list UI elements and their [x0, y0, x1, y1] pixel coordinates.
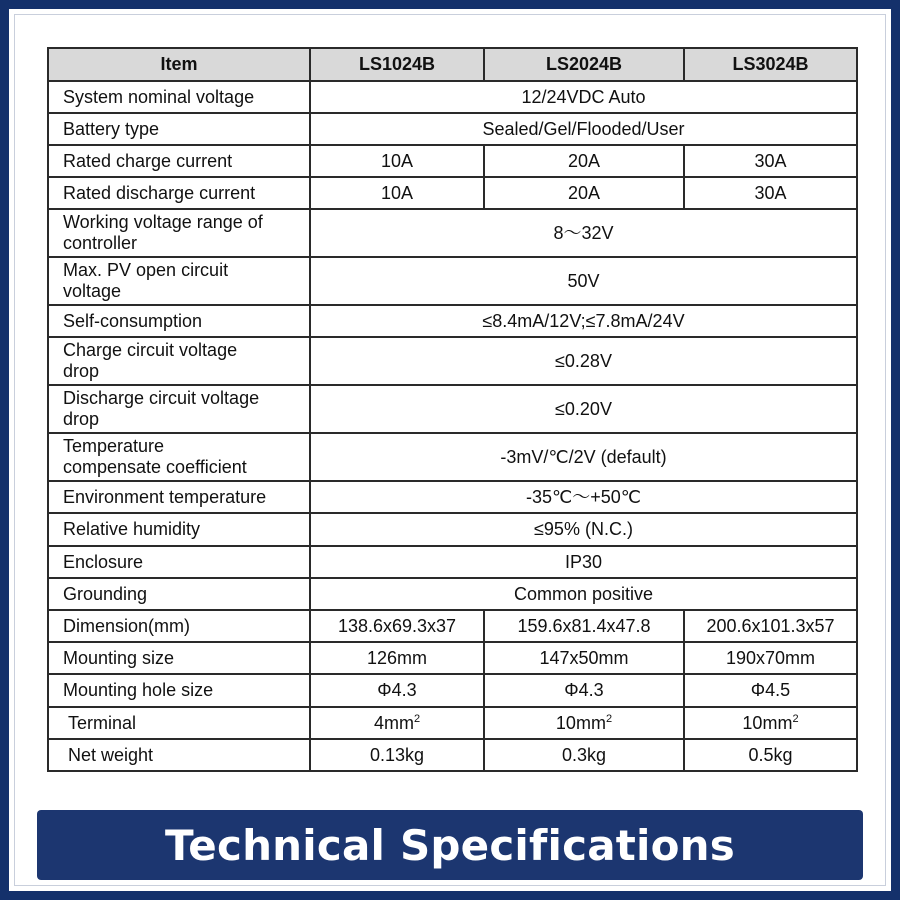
- header-ls2024b: LS2024B: [484, 48, 684, 81]
- header-ls3024b: LS3024B: [684, 48, 857, 81]
- row-label-line2: controller: [63, 233, 138, 253]
- table-row: [48, 707, 857, 739]
- cell-ls2024b: 147x50mm: [484, 642, 684, 674]
- cell-ls2024b: 0.3kg: [484, 739, 684, 771]
- row-value: 50V: [310, 257, 857, 305]
- row-value: 8～32V: [310, 209, 857, 257]
- cell-ls1024b: 0.13kg: [310, 739, 484, 771]
- row-label: Mounting hole size: [48, 674, 310, 707]
- row-label: Grounding: [48, 578, 310, 610]
- row-label: [48, 433, 310, 481]
- banner-title: Technical Specifications: [165, 820, 735, 870]
- row-label: Relative humidity: [48, 513, 310, 546]
- row-label: Dimension(mm): [48, 610, 310, 642]
- table-row: [48, 674, 857, 707]
- table-row: [48, 81, 857, 113]
- row-label: [48, 337, 310, 385]
- row-value: IP30: [310, 546, 857, 578]
- table-row: [48, 305, 857, 337]
- terminal-value: 10mm: [555, 712, 606, 733]
- table-row: [48, 257, 857, 305]
- row-label-line2: drop: [63, 409, 100, 429]
- row-value: 12/24VDC Auto: [310, 81, 857, 113]
- cell-ls1024b: 126mm: [310, 642, 484, 674]
- table-row: [48, 739, 857, 771]
- cell-ls1024b: Φ4.3: [310, 674, 484, 707]
- row-label-line2: drop: [63, 361, 100, 381]
- row-value: Sealed/Gel/Flooded/User: [310, 113, 857, 145]
- superscript: 2: [413, 712, 421, 725]
- cell-ls2024b: 20A: [484, 177, 684, 209]
- table-row: [48, 177, 857, 209]
- cell-ls2024b: Φ4.3: [484, 674, 684, 707]
- table-header-row: [48, 48, 857, 81]
- cell-ls3024b: 200.6x101.3x57: [684, 610, 857, 642]
- row-value: ≤95% (N.C.): [310, 513, 857, 546]
- cell-ls3024b: [684, 707, 857, 739]
- row-label: Rated charge current: [48, 145, 310, 177]
- table-row: [48, 113, 857, 145]
- table-row: [48, 385, 857, 433]
- row-value: ≤0.28V: [310, 337, 857, 385]
- cell-ls3024b: Φ4.5: [684, 674, 857, 707]
- terminal-value: 4mm: [373, 712, 414, 733]
- row-value: -35℃～+50℃: [310, 481, 857, 513]
- table-row: [48, 433, 857, 481]
- spec-table: [47, 47, 858, 772]
- superscript: 2: [605, 712, 613, 725]
- table-row: [48, 145, 857, 177]
- table-row: [48, 546, 857, 578]
- cell-ls1024b: [310, 707, 484, 739]
- row-label: Enclosure: [48, 546, 310, 578]
- row-label: Battery type: [48, 113, 310, 145]
- cell-ls2024b: 159.6x81.4x47.8: [484, 610, 684, 642]
- row-label-line1: Working voltage range of: [63, 212, 263, 232]
- row-label-line1: Discharge circuit voltage: [63, 388, 260, 408]
- row-label: System nominal voltage: [48, 81, 310, 113]
- cell-ls2024b: 20A: [484, 145, 684, 177]
- cell-ls3024b: 30A: [684, 145, 857, 177]
- row-label: Environment temperature: [48, 481, 310, 513]
- row-label: Self-consumption: [48, 305, 310, 337]
- row-label-line1: Max. PV open circuit: [63, 260, 229, 280]
- table-row: [48, 642, 857, 674]
- cell-ls3024b: 190x70mm: [684, 642, 857, 674]
- row-value: ≤0.20V: [310, 385, 857, 433]
- cell-ls2024b: [484, 707, 684, 739]
- cell-ls1024b: 10A: [310, 145, 484, 177]
- terminal-value: 10mm: [742, 712, 793, 733]
- row-value: -3mV/℃/2V (default): [310, 433, 857, 481]
- cell-ls1024b: 138.6x69.3x37: [310, 610, 484, 642]
- row-label-line2: compensate coefficient: [63, 457, 247, 477]
- row-label-line1: Charge circuit voltage: [63, 340, 238, 360]
- header-ls1024b: LS1024B: [310, 48, 484, 81]
- superscript: 2: [792, 712, 799, 725]
- row-value: ≤8.4mA/12V;≤7.8mA/24V: [310, 305, 857, 337]
- header-item: Item: [48, 48, 310, 81]
- row-label-line2: voltage: [63, 281, 122, 301]
- row-label: [48, 209, 310, 257]
- row-label: Terminal: [48, 707, 310, 739]
- table-row: [48, 610, 857, 642]
- table-row: [48, 209, 857, 257]
- row-value: Common positive: [310, 578, 857, 610]
- row-label: Mounting size: [48, 642, 310, 674]
- row-label-line1: Temperature: [63, 436, 165, 456]
- table-row: [48, 513, 857, 546]
- row-label: [48, 385, 310, 433]
- cell-ls1024b: 10A: [310, 177, 484, 209]
- row-label: Net weight: [48, 739, 310, 771]
- cell-ls3024b: 30A: [684, 177, 857, 209]
- title-banner: [37, 810, 863, 880]
- cell-ls3024b: 0.5kg: [684, 739, 857, 771]
- row-label: Rated discharge current: [48, 177, 310, 209]
- table-row: [48, 481, 857, 513]
- table-row: [48, 337, 857, 385]
- row-label: [48, 257, 310, 305]
- table-row: [48, 578, 857, 610]
